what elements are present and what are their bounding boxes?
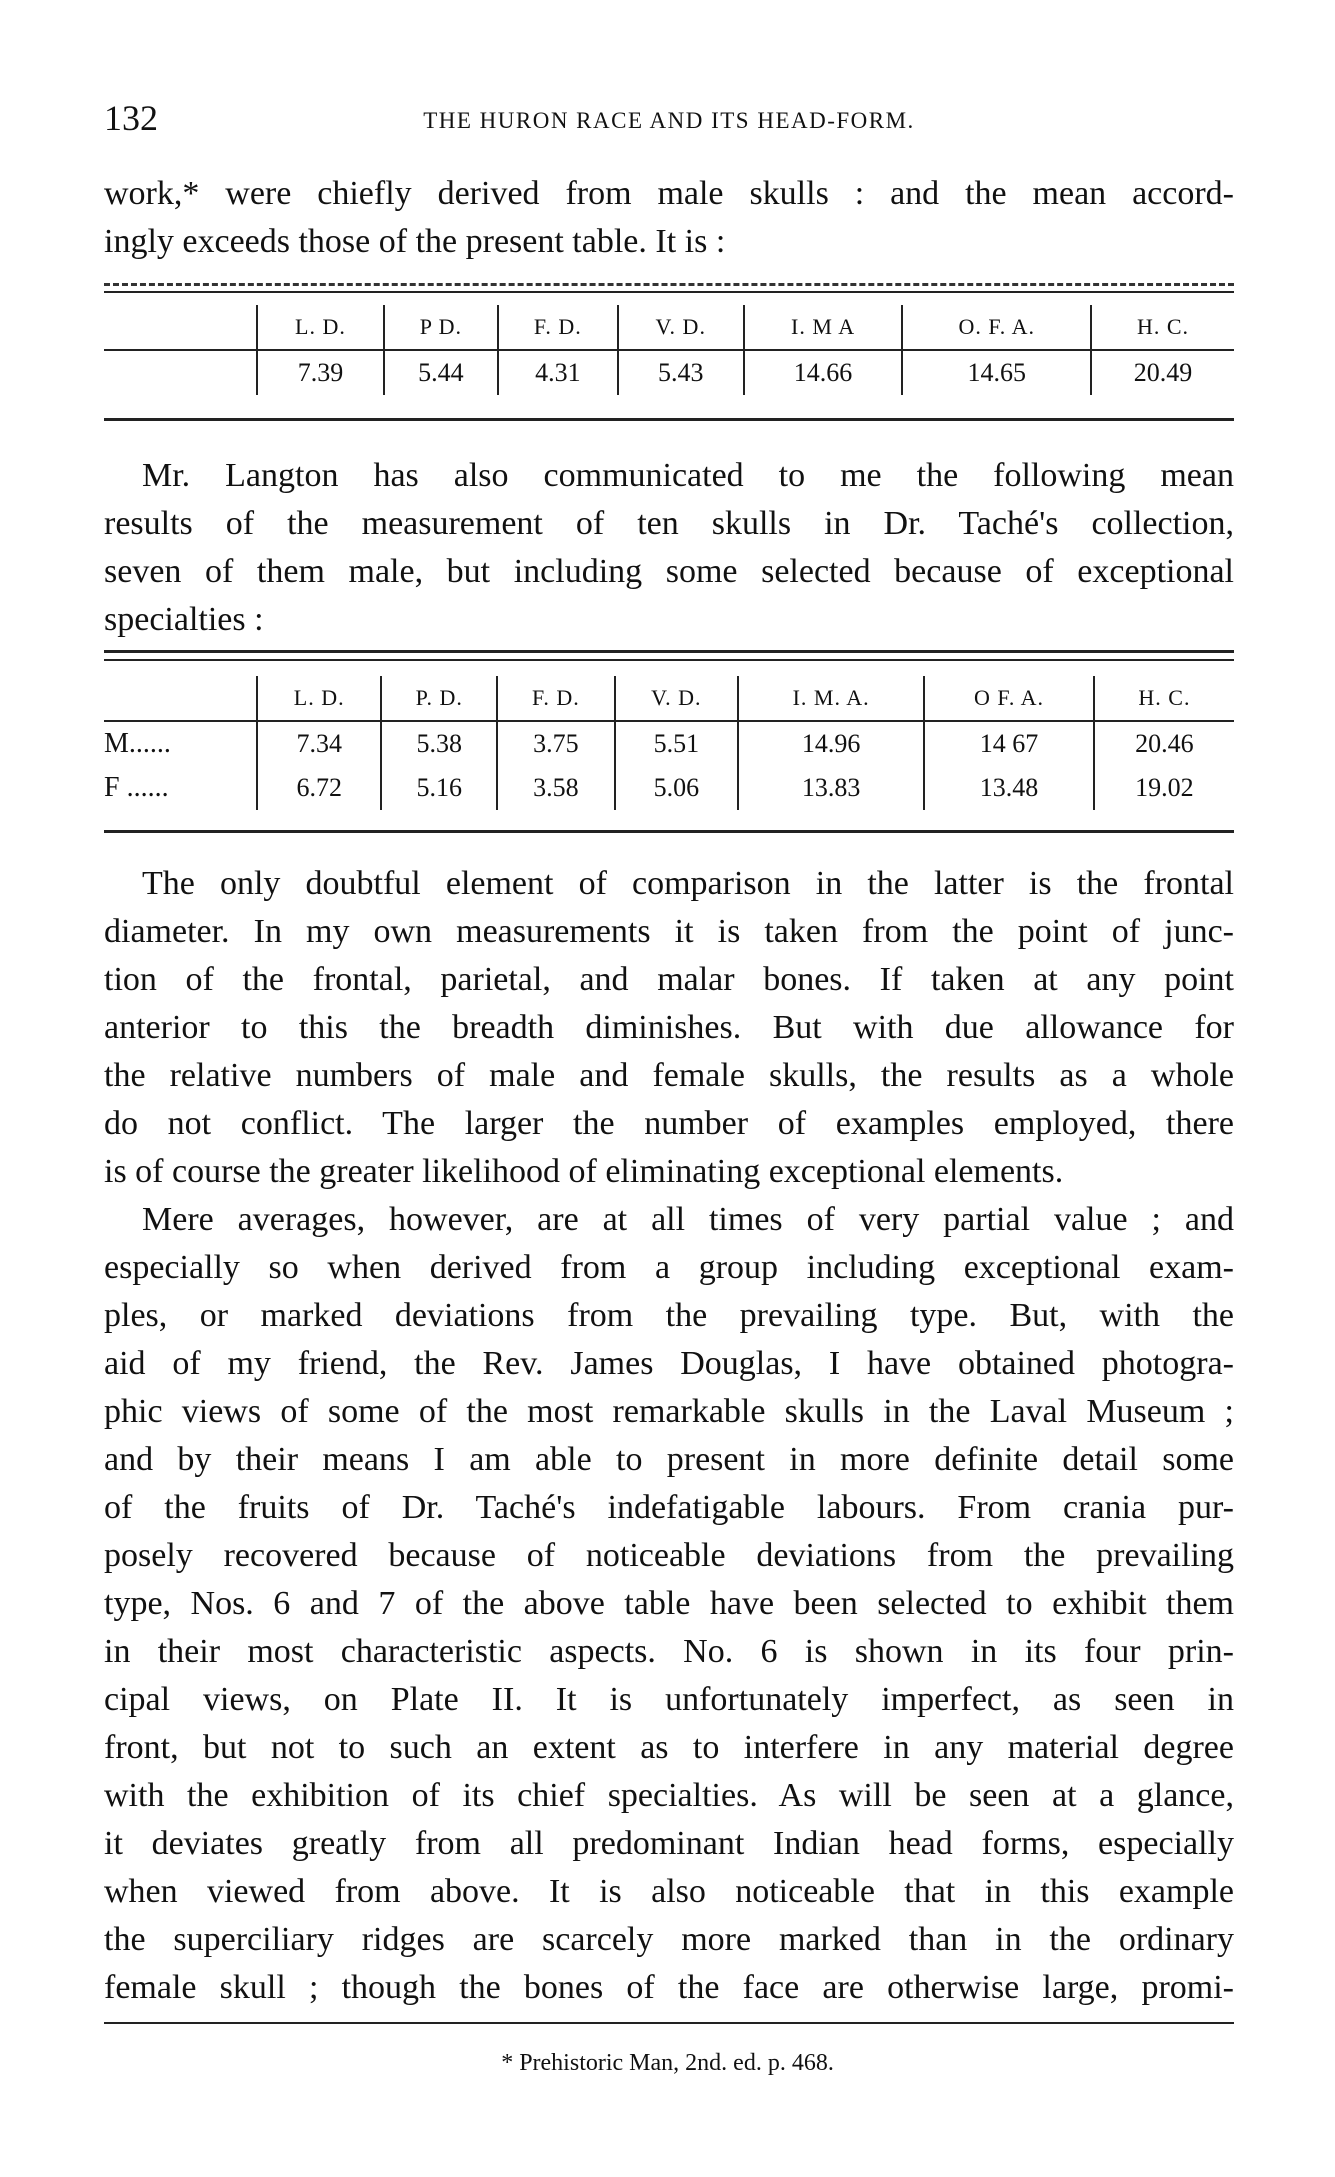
text-line: front, but not to such an extent as to interfere in any material degree (104, 1729, 1234, 1766)
col-header-vd: V. D. (618, 305, 744, 350)
col-header-pd: P. D. (381, 676, 497, 721)
cell: 20.49 (1133, 358, 1193, 387)
text-line: ingly exceeds those of the present table. It is : (104, 223, 726, 260)
text-line: Mr. Langton has also communicated to me the following mean (142, 457, 1234, 494)
text-line: the relative numbers of male and female skulls, the results as a whole (104, 1057, 1234, 1094)
text-line: The only doubtful element of comparison in the latter is the frontal (142, 865, 1234, 902)
intro-paragraph (104, 170, 1234, 266)
table-row-male (104, 721, 1234, 766)
averages-paragraph (104, 1196, 1234, 2012)
text-line: cipal views, on Plate II. It is unfortunately imperfect, as seen in (104, 1681, 1234, 1718)
text-line: especially so when derived from a group including exceptional exam- (104, 1249, 1234, 1286)
table-mean-measurements (104, 305, 1234, 395)
table-bottom-rule (104, 830, 1234, 833)
cell: 14.66 (744, 350, 903, 395)
text-line: it deviates greatly from all predominant Indian head forms, especially (104, 1825, 1234, 1862)
footnote: * Prehistoric Man, 2nd. ed. p. 468. (501, 2050, 834, 2076)
text-line: aid of my friend, the Rev. James Douglas, I have obtained photogra- (104, 1345, 1234, 1382)
text-line: the superciliary ridges are scarcely more marked than in the ordinary (104, 1921, 1234, 1958)
table-row-female (104, 766, 1234, 810)
row-label-empty (104, 305, 257, 350)
col-header-hc: H. C. (1094, 676, 1234, 721)
col-header-ld: L. D. (257, 305, 384, 350)
table-top-rule (104, 650, 1234, 653)
table-top-rule (104, 283, 1234, 286)
cell: 5.06 (615, 766, 738, 810)
text-line: specialties : (104, 601, 264, 638)
cell: 5.51 (615, 721, 738, 766)
text-line: and by their means I am able to present in more definite detail some (104, 1441, 1234, 1478)
cell: 14.65 (902, 350, 1091, 395)
text-line: with the exhibition of its chief specialties. As will be seen at a glance, (104, 1777, 1234, 1814)
col-header-ld: L. D. (257, 676, 381, 721)
running-title: THE HURON RACE AND ITS HEAD-FORM. (423, 108, 915, 133)
col-header-pd: P D. (384, 305, 498, 350)
text-line: in their most characteristic aspects. No. 6 is shown in its four prin- (104, 1633, 1234, 1670)
cell: 7.34 (257, 721, 381, 766)
table-taché-collection (104, 676, 1234, 810)
text-line: ples, or marked deviations from the prevailing type. But, with the (104, 1297, 1234, 1334)
col-header-ofa: O. F. A. (902, 305, 1091, 350)
table-top-rule-inner (104, 659, 1234, 661)
text-line: diameter. In my own measurements it is taken from the point of junc- (104, 913, 1234, 950)
text-line: when viewed from above. It is also noticeable that in this example (104, 1873, 1234, 1910)
row-label-empty (104, 676, 257, 721)
text-line: type, Nos. 6 and 7 of the above table have been selected to exhibit them (104, 1585, 1234, 1622)
cell: 5.43 (618, 350, 744, 395)
text-line: seven of them male, but including some selected because of exceptional (104, 553, 1234, 590)
table-row (104, 350, 1234, 395)
cell: 14.96 (738, 721, 924, 766)
cell: 20.46 (1135, 729, 1194, 758)
table-top-rule-inner (104, 291, 1234, 293)
table-bottom-rule (104, 418, 1234, 421)
text-line: work,* were chiefly derived from male skulls : and the mean accord- (104, 175, 1234, 212)
text-line: Mere averages, however, are at all times of very partial value ; and (142, 1201, 1234, 1238)
text-line: of the fruits of Dr. Taché's indefatigable labours. From crania pur- (104, 1489, 1234, 1526)
cell: 19.02 (1135, 773, 1194, 802)
cell: 13.83 (738, 766, 924, 810)
col-header-vd: V. D. (615, 676, 738, 721)
row-label-empty (104, 350, 257, 395)
cell: 3.58 (497, 766, 614, 810)
col-header-ima: I. M A (744, 305, 903, 350)
cell: 14 67 (924, 721, 1094, 766)
cell: 5.38 (381, 721, 497, 766)
row-label: F ...... (104, 766, 257, 810)
cell: 7.39 (257, 350, 384, 395)
cell: 3.75 (497, 721, 614, 766)
langton-paragraph (104, 452, 1234, 644)
col-header-fd: F. D. (497, 676, 614, 721)
footnote-rule (104, 2022, 1234, 2024)
page-number: 132 (104, 98, 158, 138)
cell: 4.31 (498, 350, 618, 395)
page-header (104, 96, 1234, 146)
text-line: do not conflict. The larger the number of examples employed, there (104, 1105, 1234, 1142)
cell: 5.44 (384, 350, 498, 395)
text-line: posely recovered because of noticeable deviations from the prevailing (104, 1537, 1234, 1574)
text-line: results of the measurement of ten skulls in Dr. Taché's collection, (104, 505, 1234, 542)
col-header-fd: F. D. (498, 305, 618, 350)
cell: 5.16 (381, 766, 497, 810)
col-header-ima: I. M. A. (738, 676, 924, 721)
cell: 13.48 (924, 766, 1094, 810)
text-line: tion of the frontal, parietal, and malar bones. If taken at any point (104, 961, 1234, 998)
table-header-row (104, 305, 1234, 350)
col-header-hc: H. C. (1091, 305, 1234, 350)
frontal-diameter-paragraph (104, 860, 1234, 1196)
row-label: M...... (104, 721, 257, 766)
text-line: anterior to this the breadth diminishes. But with due allowance for (104, 1009, 1234, 1046)
col-header-ofa: O F. A. (924, 676, 1094, 721)
text-line: phic views of some of the most remarkable skulls in the Laval Museum ; (104, 1393, 1234, 1430)
cell: 6.72 (257, 766, 381, 810)
text-line: is of course the greater likelihood of eliminating exceptional elements. (104, 1153, 1064, 1190)
text-line: female skull ; though the bones of the face are otherwise large, promi- (104, 1969, 1234, 2006)
table-header-row (104, 676, 1234, 721)
